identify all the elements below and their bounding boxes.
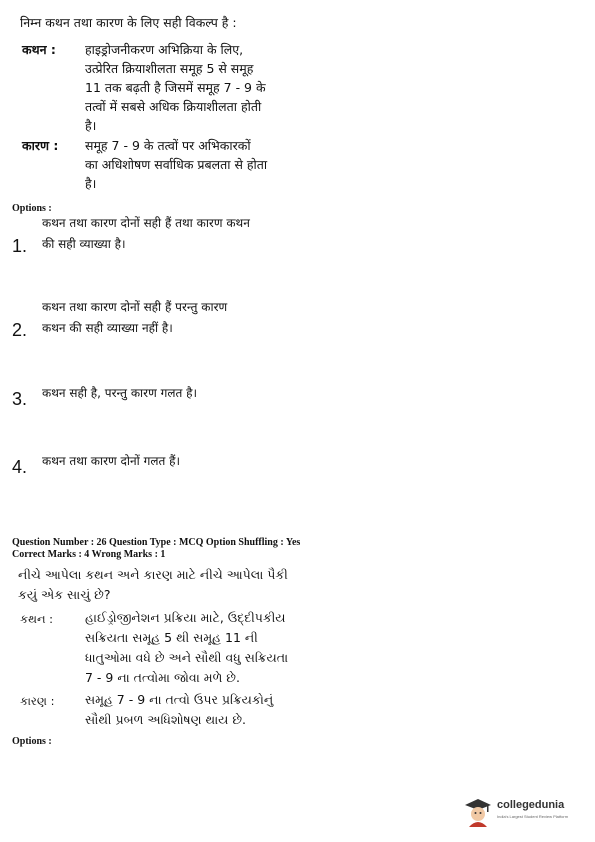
options-heading: Options : bbox=[12, 203, 52, 214]
question-meta-line-1: Question Number : 26 Question Type : MCQ Option Shuffling : Yes bbox=[12, 537, 301, 548]
statement-line: हाइड्रोजनीकरण अभिक्रिया के लिए, bbox=[85, 42, 244, 57]
question-intro-hindi: निम्न कथन तथा कारण के लिए सही विकल्प है : bbox=[20, 15, 237, 30]
reason-text-hindi bbox=[85, 136, 295, 193]
statement-line: ધાતુઓમા વધે છે અને સૌથી વધુ સક્રિયતા bbox=[85, 650, 289, 665]
statement-line: उत्प्रेरित क्रियाशीलता समूह 5 से समूह bbox=[85, 61, 254, 76]
option-2-text[interactable] bbox=[42, 297, 227, 339]
option-4-number[interactable]: 4. bbox=[12, 457, 28, 477]
statement-line: હાઈડ્રોજીનેશન પ્રક્રિયા માટે, ઉદ્દીપકીય bbox=[85, 610, 286, 625]
reason-line: का अधिशोषण सर्वाधिक प्रबलता से होता bbox=[85, 157, 268, 172]
collegedunia-logo bbox=[455, 797, 585, 827]
statement-label-gujarati: કથન : bbox=[20, 612, 54, 626]
question-meta bbox=[12, 537, 300, 561]
graduate-mascot-icon bbox=[463, 797, 493, 827]
statement-line: है। bbox=[85, 118, 97, 133]
statement-label-hindi: कथन : bbox=[22, 42, 56, 57]
options-heading-2: Options : bbox=[12, 736, 52, 747]
statement-text-gujarati bbox=[85, 608, 315, 688]
reason-line: है। bbox=[85, 176, 97, 191]
option-4-text[interactable] bbox=[42, 451, 180, 472]
option-1-text[interactable] bbox=[42, 213, 250, 255]
statement-line: 7 - 9 ના તત્વોમા જોવા મળે છે. bbox=[85, 670, 240, 685]
statement-text-hindi bbox=[85, 40, 295, 135]
reason-label-gujarati: કારણ : bbox=[20, 694, 55, 708]
reason-line: समूह 7 - 9 के तत्वों पर अभिकारकों bbox=[85, 138, 251, 153]
option-line: कथन तथा कारण दोनों सही हैं परन्तु कारण bbox=[42, 300, 228, 314]
option-line: की सही व्याख्या है। bbox=[42, 237, 126, 251]
reason-line: સમૂહ 7 - 9 ના તત્વો ઉપર પ્રક્રિયકોનું bbox=[85, 692, 274, 707]
reason-line: સૌથી પ્રબળ અધિશોષણ થાય છે. bbox=[85, 712, 246, 727]
intro-line: કયું એક સાચું છે? bbox=[18, 587, 111, 602]
question-meta-line-2: Correct Marks : 4 Wrong Marks : 1 bbox=[12, 549, 166, 560]
logo-tagline: India's Largest Student Review Platform bbox=[497, 814, 569, 819]
statement-line: 11 तक बढ़ती है जिसमें समूह 7 - 9 के bbox=[85, 80, 266, 95]
reason-label-hindi: कारण : bbox=[22, 138, 59, 153]
question-intro-gujarati bbox=[18, 565, 288, 605]
option-1-number[interactable]: 1. bbox=[12, 236, 28, 256]
option-line: कथन की सही व्याख्या नहीं है। bbox=[42, 321, 173, 335]
option-line: कथन तथा कारण दोनों सही हैं तथा कारण कथन bbox=[42, 216, 250, 230]
option-3-text[interactable] bbox=[42, 383, 197, 404]
option-3-number[interactable]: 3. bbox=[12, 389, 28, 409]
logo-wordmark: collegedunia bbox=[497, 799, 565, 811]
statement-line: સક્રિયતા સમૂહ 5 થી સમૂહ 11 ની bbox=[85, 630, 258, 645]
option-line: कथन सही है, परन्तु कारण गलत है। bbox=[42, 386, 198, 400]
statement-line: तत्वों में सबसे अधिक क्रियाशीलता होती bbox=[85, 99, 262, 114]
reason-text-gujarati bbox=[85, 690, 315, 730]
intro-line: નીચે આપેલા કથન અને કારણ માટે નીચે આપેલા પૈકી bbox=[18, 567, 288, 582]
option-line: कथन तथा कारण दोनों गलत हैं। bbox=[42, 454, 181, 468]
option-2-number[interactable]: 2. bbox=[12, 320, 28, 340]
